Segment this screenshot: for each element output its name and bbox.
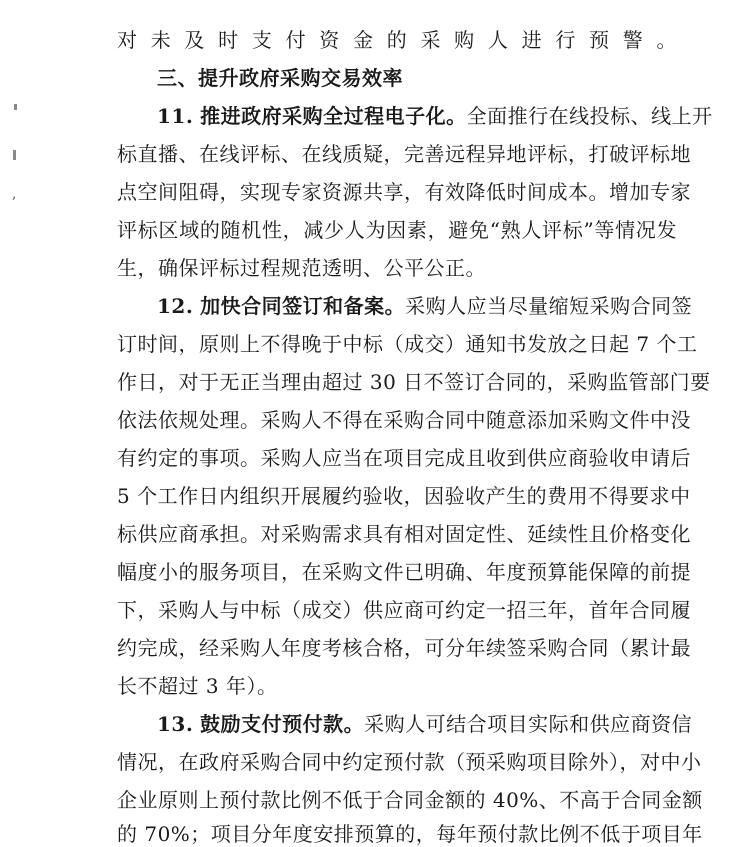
body-line: 幅度小的服务项目，在采购文件已明确、年度预算能保障的前提 [117,560,691,584]
body-line: 生，确保评标过程规范透明、公平公正。 [117,256,486,280]
item-lead: 加快合同签订和备案。 [200,294,406,318]
body-line: 企业原则上预付款比例不低于合同金额的 40%、不高于合同金额 [117,788,703,812]
scan-mark [14,104,17,110]
body-line: 作日，对于无正当理由超过 30 日不签订合同的，采购监管部门要 [117,370,711,394]
item-number: 12. [157,294,194,318]
scan-mark: , [12,186,17,202]
body-line: 情况，在政府采购合同中约定预付款（预采购项目除外），对中小 [117,750,702,774]
section-heading: 三、提升政府采购交易效率 [157,66,403,90]
body-line: 有约定的事项。采购人应当在项目完成且收到供应商验收申请后 [117,446,691,470]
body-line: 标供应商承担。对采购需求具有相对固定性、延续性且价格变化 [117,522,691,546]
paragraph-11-first-line [157,104,713,128]
item-lead: 推进政府采购全过程电子化。 [200,104,467,128]
body-line: 约完成，经采购人年度考核合格，可分年续签采购合同（累计最 [117,636,691,660]
body-line: 标直播、在线评标、在线质疑，完善远程异地评标，打破评标地 [117,142,691,166]
body-line: 订时间，原则上不得晚于中标（成交）通知书发放之日起 7 个工 [117,332,698,356]
body-text: 采购人应当尽量缩短采购合同签 [405,294,693,318]
paragraph-12-first-line [157,294,693,318]
body-line: 长不超过 3 年）。 [117,674,278,698]
body-text: 采购人可结合项目实际和供应商资信 [364,712,693,736]
body-line: 点空间阻碍，实现专家资源共享，有效降低时间成本。增加专家 [117,180,691,204]
body-line: 评标区域的随机性，减少人为因素，避免“熟人评标”等情况发 [117,218,677,242]
paragraph-13-first-line [157,712,693,736]
body-line: 的 70%；项目分年度安排预算的，每年预付款比例不低于项目年 [117,822,703,846]
body-line: 下，采购人与中标（成交）供应商可约定一招三年，首年合同履 [117,598,691,622]
item-lead: 鼓励支付预付款。 [200,712,365,736]
item-number: 13. [157,712,194,736]
body-text: 全面推行在线投标、线上开 [466,104,713,128]
body-line: 5 个工作日内组织开展履约验收，因验收产生的费用不得要求中 [117,484,691,508]
body-line: 对未及时支付资金的采购人进行预警。 [117,28,677,52]
scan-mark [13,150,16,160]
body-line: 依法依规处理。采购人不得在采购合同中随意添加采购文件中没 [117,408,691,432]
item-number: 11. [157,104,194,128]
